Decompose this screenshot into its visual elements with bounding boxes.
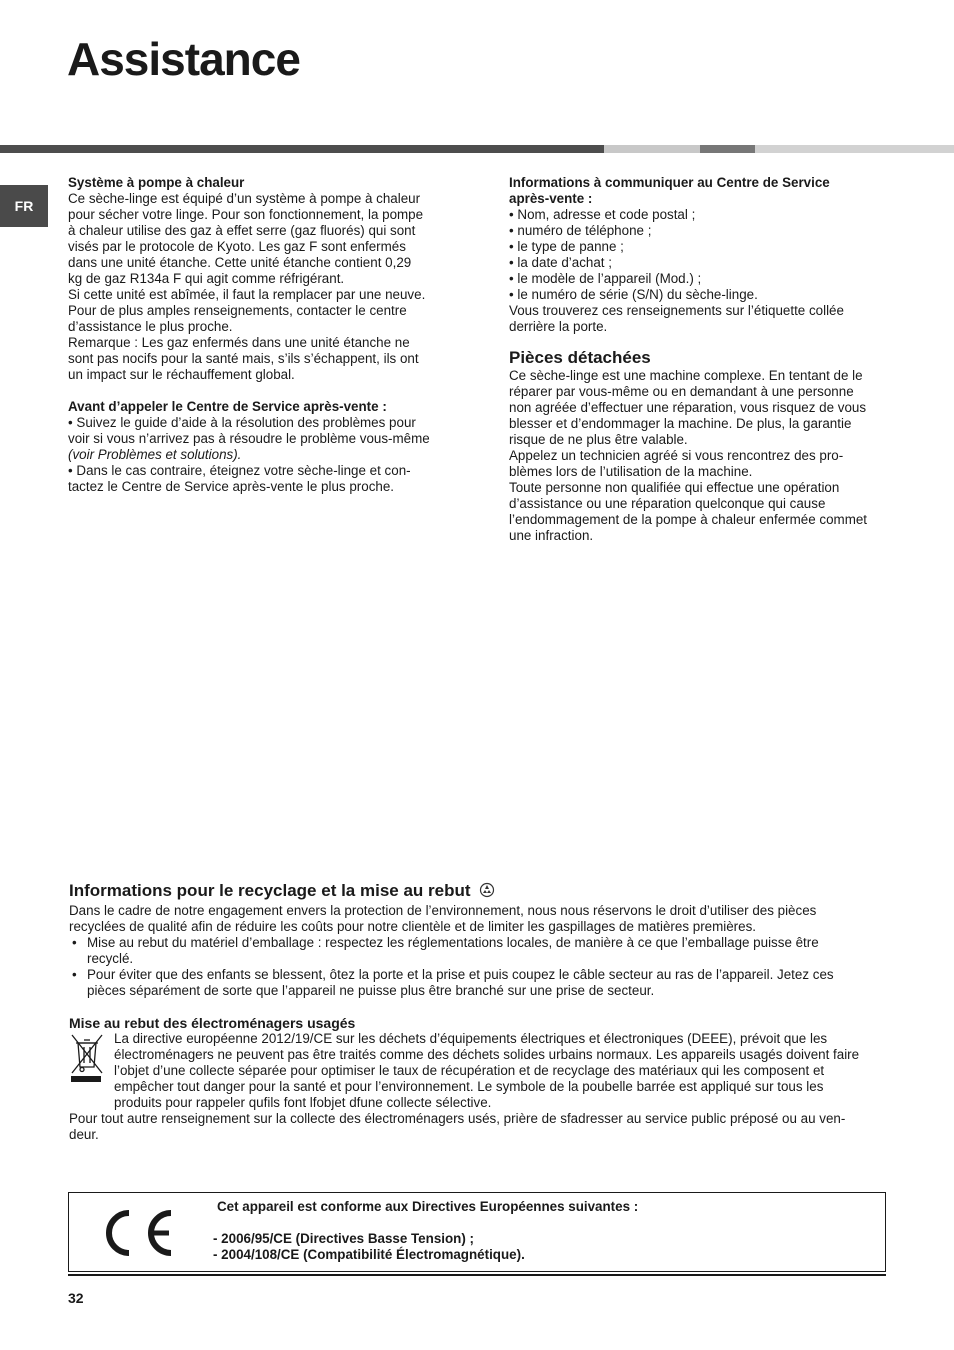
text-line: Ce sèche-linge est une machine complexe. En tentant de le <box>509 368 863 383</box>
text-line: Appelez un technicien agréé si vous rencontrez des pro- <box>509 448 844 463</box>
text-line: pièces séparément de sorte que l’appareil ne puisse plus être branché sur une prise de secteur. <box>87 983 655 998</box>
text-line: pour sécher votre linge. Pour son fonctionnement, la pompe <box>68 207 424 222</box>
recycle-bullet-1 <box>69 935 889 967</box>
language-tab: FR <box>0 185 48 227</box>
left-column <box>68 175 453 495</box>
ce-heading: Cet appareil est conforme aux Directives Européennes suivantes : <box>217 1199 639 1214</box>
header-bar-mid <box>700 145 755 153</box>
text-line: blèmes lors de l’utilisation de la machine. <box>509 464 753 479</box>
before-calling-heading: Avant d’appeler le Centre de Service après-vente : <box>68 399 387 414</box>
recycle-icon <box>479 882 495 903</box>
service-info-heading: Informations à communiquer au Centre de Service <box>509 175 830 190</box>
text-line: Pour tout autre renseignement sur la collecte des électroménagers usés, prière de sfadresser au service public préposé ou au ven- <box>69 1111 846 1126</box>
text-line: Dans le cadre de notre engagement envers la protection de l’environnement, nous nous réservons le droit d’utiliser des pièces <box>69 903 817 918</box>
text-line: blesser et d’endommager la machine. De plus, la garantie <box>509 416 852 431</box>
troubleshooting-reference: (voir Problèmes et solutions). <box>68 447 242 462</box>
text-line: une infraction. <box>509 528 594 543</box>
crossed-bin-icon <box>69 1031 105 1089</box>
text-line: kg de gaz R134a F qui agit comme réfrigérant. <box>68 271 345 286</box>
text-line: recyclées de qualité afin de réduire les coûts pour notre clientèle et de limiter les gaspillages de matières premières. <box>69 919 756 934</box>
text-line: • Suivez le guide d’aide à la résolution des problèmes pour <box>68 415 416 430</box>
right-column <box>509 175 894 544</box>
text-line: Vous trouverez ces renseignements sur l’étiquette collée <box>509 303 844 318</box>
text-line: Pour de plus amples renseignements, contacter le centre <box>68 303 407 318</box>
text-line: l’objet d’une collecte séparée pour optimiser le taux de récupération et de recyclage des matériaux qui les composent et <box>114 1063 825 1078</box>
ce-directive: - 2004/108/CE (Compatibilité Électromagnétique). <box>213 1247 525 1262</box>
text-line: réparer par vous-même ou en demandant à une personne <box>509 384 854 399</box>
weee-block <box>69 1031 889 1111</box>
text-line: Si cette unité est abîmée, il faut la remplacer par une neuve. <box>68 287 426 302</box>
text-line: empêcher tout danger pour la santé et pour l’environnement. Le symbole de la poubelle barrée est appliqué sur tous les <box>114 1079 824 1094</box>
ce-mark-icon <box>99 1205 179 1266</box>
service-info-heading-cont: après-vente : <box>509 191 593 206</box>
header-bar-light-end <box>755 145 954 153</box>
list-item: • Nom, adresse et code postal ; <box>509 207 696 222</box>
text-line: tactez le Centre de Service après-vente le plus proche. <box>68 479 395 494</box>
text-line: derrière la porte. <box>509 319 608 334</box>
text-line: sont pas nocifs pour la santé mais, s’ils s’échappent, ils ont <box>68 351 419 366</box>
text-line: La directive européenne 2012/19/CE sur les déchets d’équipements électriques et électroniques (DEEE), prévoit que les <box>114 1031 828 1046</box>
recycling-heading-row <box>69 881 889 903</box>
heat-pump-heading: Système à pompe à chaleur <box>68 175 245 190</box>
recycling-heading: Informations pour le recyclage et la mise au rebut <box>69 881 471 900</box>
list-item: • numéro de téléphone ; <box>509 223 652 238</box>
text-line: un impact sur le réchauffement global. <box>68 367 295 382</box>
page-title: Assistance <box>67 33 300 85</box>
list-item: • la date d’achat ; <box>509 255 612 270</box>
bottom-rule <box>68 1274 886 1276</box>
text-line: • Pour éviter que des enfants se blessent, ôtez la porte et la prise et puis coupez le câble secteur au ras de l’appareil. Jetez ces <box>87 967 834 982</box>
text-line: • Dans le cas contraire, éteignez votre sèche-linge et con- <box>68 463 411 478</box>
ce-text <box>213 1199 873 1263</box>
list-item: • le modèle de l’appareil (Mod.) ; <box>509 271 702 286</box>
text-line: d’assistance ou une réparation quelconque qui cause <box>509 496 826 511</box>
heat-pump-text <box>68 191 453 383</box>
text-line: produits pour rappeler qufils font lfobjet dfune collecte sélective. <box>114 1095 492 1110</box>
text-line: électroménagers ne peuvent pas être traités comme des déchets solides urbains normaux. Les appareils usagés doivent faire <box>114 1047 860 1062</box>
text-line: visés par le protocole de Kyoto. Les gaz F sont enfermés <box>68 239 406 254</box>
text-line: deur. <box>69 1127 99 1142</box>
text-line: l’endommagement de la pompe à chaleur enfermée commet <box>509 512 868 527</box>
header-bar-light <box>604 145 700 153</box>
text-line: Ce sèche-linge est équipé d’un système à pompe à chaleur <box>68 191 421 206</box>
ce-directive: - 2006/95/CE (Directives Basse Tension) ; <box>213 1231 474 1246</box>
text-line: Toute personne non qualifiée qui effectue une opération <box>509 480 840 495</box>
text-line: à chaleur utilise des gaz à effet serre (gaz fluorés) qui sont <box>68 223 416 238</box>
spare-parts-heading: Pièces détachées <box>509 348 651 367</box>
page-number: 32 <box>68 1290 84 1306</box>
list-item: • le numéro de série (S/N) du sèche-linge. <box>509 287 758 302</box>
text-line: dans une unité étanche. Cette unité étanche contient 0,29 <box>68 255 412 270</box>
recycling-section <box>69 881 889 1143</box>
text-line: risque de ne plus être valable. <box>509 432 688 447</box>
list-item: • le type de panne ; <box>509 239 624 254</box>
text-line: non agréée d’effectuer une réparation, vous risquez de vous <box>509 400 867 415</box>
text-line: Remarque : Les gaz enfermés dans une unité étanche ne <box>68 335 410 350</box>
text-line: d’assistance le plus proche. <box>68 319 233 334</box>
ce-compliance-box <box>68 1192 886 1272</box>
recycle-bullet-2 <box>69 967 889 999</box>
weee-heading: Mise au rebut des électroménagers usagés <box>69 1015 356 1031</box>
text-line: voir si vous n’arrivez pas à résoudre le problème vous-même <box>68 431 430 446</box>
header-bar-dark <box>0 145 604 153</box>
text-line: recyclé. <box>87 951 134 966</box>
text-line: • Mise au rebut du matériel d’emballage : respectez les réglementations locales, de manière à ce que l’emballage puisse être <box>87 935 819 950</box>
